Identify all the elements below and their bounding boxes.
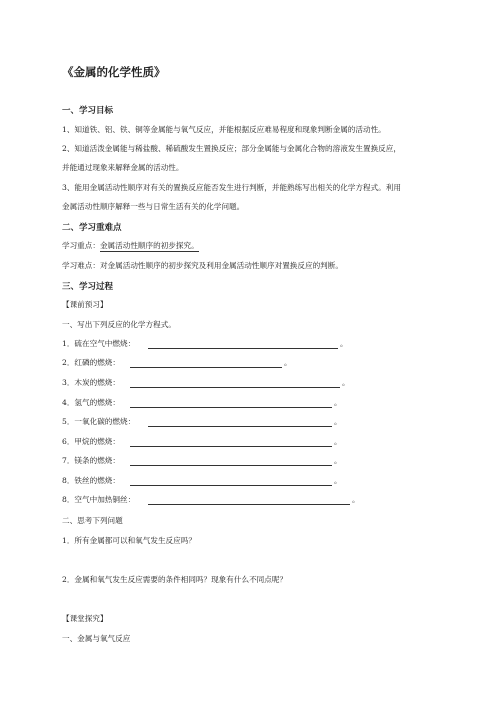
equation-item-label: 6．甲烷的燃烧： [62, 437, 120, 446]
answer-blank[interactable] [130, 485, 332, 486]
end-mark: 。 [334, 417, 342, 426]
section-heading-key-points: 二、学习重难点 [62, 223, 122, 233]
equation-item-label: 4．氢气的燃烧： [62, 398, 120, 407]
difficulty-line: 学习难点：对金属活动性顺序的初步探究及利用金属活动性顺序对置换反应的判断。 [62, 261, 343, 270]
end-mark: 。 [334, 437, 342, 446]
answer-blank[interactable] [130, 407, 332, 408]
equation-item-label: 1．硫在空气中燃烧： [62, 339, 136, 348]
equation-item-2 [62, 357, 362, 371]
answer-blank[interactable] [130, 387, 340, 388]
section-heading-process: 三、学习过程 [62, 282, 114, 292]
preview-label: 【课前预习】 [62, 300, 108, 309]
equation-item-9 [62, 494, 362, 508]
end-mark: 。 [352, 495, 360, 504]
answer-blank[interactable] [148, 348, 338, 349]
equation-item-label: 7．镁条的燃烧： [62, 456, 120, 465]
equation-item-5 [62, 416, 362, 430]
answer-blank[interactable] [148, 504, 350, 505]
equation-item-label: 3．木炭的燃烧： [62, 378, 120, 387]
answer-blank[interactable] [130, 367, 282, 368]
question-2: 2．金属和氧气发生反应需要的条件相同吗？现象有什么不同点呢？ [62, 575, 288, 584]
goal-item-1: 1、知道铁、铝、铁、铜等金属能与氧气反应，并能根据反应难易程度和现象判断金属的活动性。 [62, 125, 386, 134]
question-1: 1．所有金属都可以和氧气发生反应吗？ [62, 536, 196, 545]
equation-item-4 [62, 397, 362, 411]
end-mark: 。 [342, 378, 350, 387]
page-title: 《金属的化学性质》 [62, 65, 166, 79]
equation-item-6 [62, 436, 362, 450]
goal-item-3-line2: 金属活动性顺序解释一些与日常生活有关的化学问题。 [62, 202, 245, 211]
equation-item-label: 2．红磷的燃烧： [62, 358, 120, 367]
answer-blank[interactable] [130, 465, 332, 466]
section-heading-goals: 一、学习目标 [62, 106, 114, 116]
key-point-text: 金属活动性顺序的初步探究。 [99, 241, 199, 250]
goal-item-2-line1: 2、知道活泼金属能与稀盐酸、稀硫酸发生置换反应；部分金属能与金属化合物的溶液发生置换反应， [62, 144, 401, 153]
key-point-line [62, 240, 199, 251]
equation-item-8 [62, 475, 362, 489]
equation-item-label: 8．空气中加热铜丝： [62, 495, 136, 504]
end-mark: 。 [334, 398, 342, 407]
equation-item-label: 8．铁丝的燃烧： [62, 476, 120, 485]
key-point-label: 学习重点： [62, 241, 100, 250]
write-equations-prompt: 一、写出下列反应的化学方程式。 [62, 320, 176, 329]
equation-item-label: 5．一氧化碳的燃烧： [62, 417, 136, 426]
equation-item-1 [62, 338, 362, 352]
end-mark: 。 [284, 358, 292, 367]
equation-item-7 [62, 455, 362, 469]
end-mark: 。 [334, 476, 342, 485]
end-mark: 。 [340, 339, 348, 348]
answer-blank[interactable] [148, 426, 332, 427]
goal-item-3-line1: 3、能用金属活动性顺序对有关的置换反应能否发生进行判断，并能熟练写出相关的化学方程式。利用 [62, 183, 401, 192]
goal-item-2-line2: 并能通过现象来解释金属的活动性。 [62, 163, 184, 172]
class-explore-label: 【课堂探究】 [62, 614, 108, 623]
equation-item-3 [62, 377, 362, 391]
answer-blank[interactable] [130, 446, 332, 447]
class-explore-subheading: 一、金属与氧气反应 [62, 634, 131, 643]
think-heading: 二、思考下列问题 [62, 516, 123, 525]
end-mark: 。 [334, 456, 342, 465]
